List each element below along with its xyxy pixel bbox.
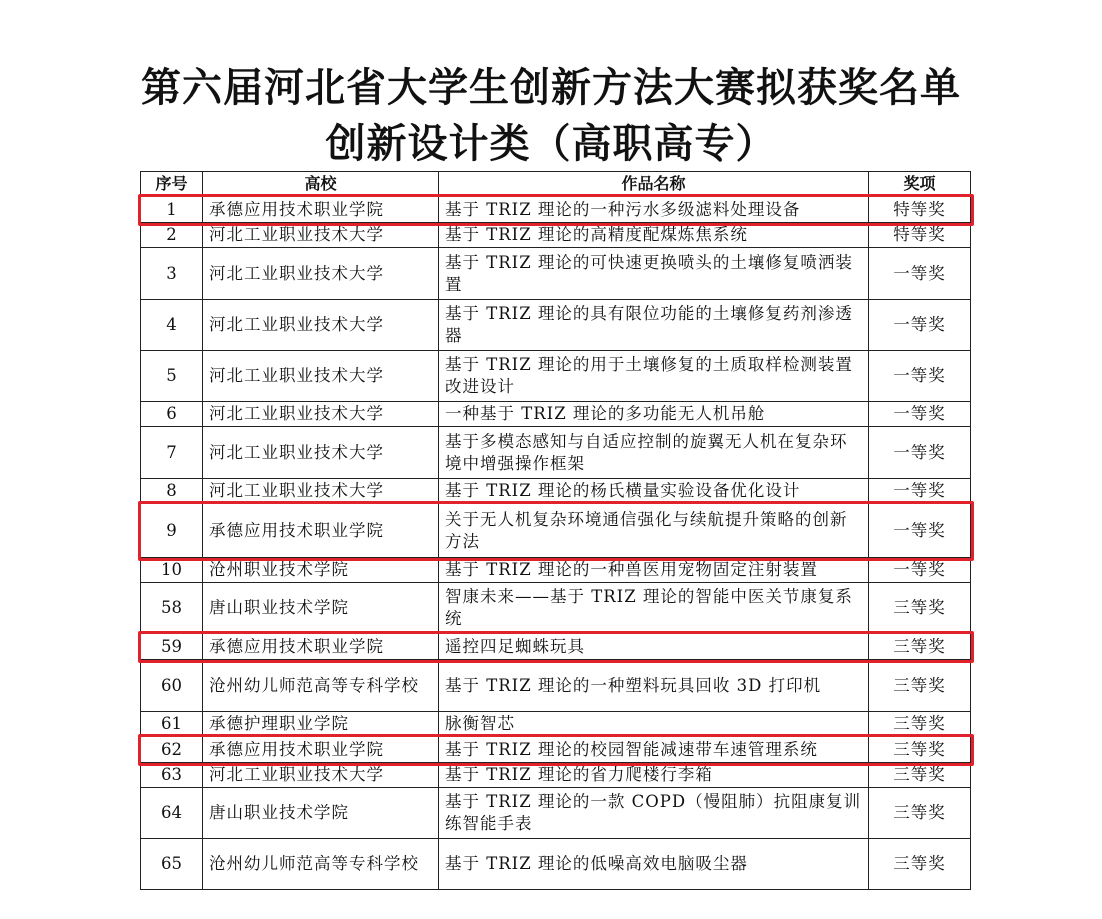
work-title: 基于 TRIZ 理论的校园智能减速带车速管理系统 — [439, 737, 869, 763]
table-row — [141, 763, 971, 788]
row-number: 62 — [141, 737, 203, 763]
award-level: 一等奖 — [869, 504, 971, 558]
table-row — [141, 660, 971, 712]
school-name: 沧州职业技术学院 — [203, 558, 439, 583]
table-row — [141, 504, 971, 558]
row-number: 60 — [141, 660, 203, 712]
table-row — [141, 558, 971, 583]
column-header-no: 序号 — [141, 172, 203, 197]
row-number: 58 — [141, 583, 203, 634]
award-level: 一等奖 — [869, 248, 971, 300]
column-header-award: 奖项 — [869, 172, 971, 197]
work-title: 基于 TRIZ 理论的一种污水多级滤料处理设备 — [439, 197, 869, 223]
table-row — [141, 712, 971, 737]
work-title: 基于 TRIZ 理论的可快速更换喷头的土壤修复喷洒装置 — [439, 248, 869, 300]
table-row — [141, 788, 971, 839]
award-list-table — [140, 171, 971, 890]
table-row — [141, 402, 971, 427]
award-level: 特等奖 — [869, 223, 971, 248]
school-name: 承德应用技术职业学院 — [203, 504, 439, 558]
document-title: 第六届河北省大学生创新方法大赛拟获奖名单 — [141, 64, 961, 111]
work-title: 基于 TRIZ 理论的低噪高效电脑吸尘器 — [439, 839, 869, 890]
work-title: 基于 TRIZ 理论的高精度配煤炼焦系统 — [439, 223, 869, 248]
school-name: 承德应用技术职业学院 — [203, 737, 439, 763]
table-row — [141, 479, 971, 504]
row-number: 65 — [141, 839, 203, 890]
award-level: 特等奖 — [869, 197, 971, 223]
award-level: 三等奖 — [869, 763, 971, 788]
school-name: 河北工业职业技术大学 — [203, 223, 439, 248]
award-level: 三等奖 — [869, 583, 971, 634]
award-level: 三等奖 — [869, 839, 971, 890]
work-title: 基于 TRIZ 理论的杨氏横量实验设备优化设计 — [439, 479, 869, 504]
table-row — [141, 839, 971, 890]
work-title: 基于 TRIZ 理论的具有限位功能的土壤修复药剂渗透器 — [439, 300, 869, 351]
award-level: 一等奖 — [869, 351, 971, 402]
award-level: 三等奖 — [869, 788, 971, 839]
row-number: 6 — [141, 402, 203, 427]
row-number: 64 — [141, 788, 203, 839]
table-header-row — [141, 172, 971, 197]
school-name: 唐山职业技术学院 — [203, 788, 439, 839]
row-number: 2 — [141, 223, 203, 248]
school-name: 沧州幼儿师范高等专科学校 — [203, 839, 439, 890]
school-name: 承德应用技术职业学院 — [203, 197, 439, 223]
column-header-school: 高校 — [203, 172, 439, 197]
row-number: 9 — [141, 504, 203, 558]
school-name: 河北工业职业技术大学 — [203, 427, 439, 479]
award-level: 一等奖 — [869, 558, 971, 583]
table-row — [141, 427, 971, 479]
column-header-work: 作品名称 — [439, 172, 869, 197]
work-title: 基于 TRIZ 理论的一款 COPD（慢阻肺）抗阻康复训练智能手表 — [439, 788, 869, 839]
row-number: 59 — [141, 634, 203, 660]
school-name: 河北工业职业技术大学 — [203, 300, 439, 351]
work-title: 一种基于 TRIZ 理论的多功能无人机吊舱 — [439, 402, 869, 427]
table-row — [141, 634, 971, 660]
school-name: 河北工业职业技术大学 — [203, 351, 439, 402]
award-level: 三等奖 — [869, 634, 971, 660]
table-row — [141, 351, 971, 402]
table-row — [141, 737, 971, 763]
work-title: 智康未来——基于 TRIZ 理论的智能中医关节康复系统 — [439, 583, 869, 634]
row-number: 1 — [141, 197, 203, 223]
row-number: 63 — [141, 763, 203, 788]
school-name: 河北工业职业技术大学 — [203, 402, 439, 427]
work-title: 基于 TRIZ 理论的一种塑料玩具回收 3D 打印机 — [439, 660, 869, 712]
row-number: 5 — [141, 351, 203, 402]
award-level: 一等奖 — [869, 300, 971, 351]
table-row — [141, 583, 971, 634]
school-name: 河北工业职业技术大学 — [203, 763, 439, 788]
row-number: 3 — [141, 248, 203, 300]
table-row — [141, 300, 971, 351]
work-title: 关于无人机复杂环境通信强化与续航提升策略的创新方法 — [439, 504, 869, 558]
award-level: 一等奖 — [869, 479, 971, 504]
school-name: 沧州幼儿师范高等专科学校 — [203, 660, 439, 712]
table-row — [141, 223, 971, 248]
work-title: 基于多模态感知与自适应控制的旋翼无人机在复杂环境中增强操作框架 — [439, 427, 869, 479]
work-title: 基于 TRIZ 理论的用于土壤修复的土质取样检测装置改进设计 — [439, 351, 869, 402]
school-name: 唐山职业技术学院 — [203, 583, 439, 634]
document-subtitle: 创新设计类（高职高专） — [325, 120, 777, 167]
row-number: 10 — [141, 558, 203, 583]
row-number: 7 — [141, 427, 203, 479]
award-level: 一等奖 — [869, 427, 971, 479]
school-name: 河北工业职业技术大学 — [203, 248, 439, 300]
table-row — [141, 197, 971, 223]
table-row — [141, 248, 971, 300]
award-level: 三等奖 — [869, 660, 971, 712]
work-title: 脉衡智芯 — [439, 712, 869, 737]
award-level: 一等奖 — [869, 402, 971, 427]
row-number: 8 — [141, 479, 203, 504]
work-title: 遥控四足蜘蛛玩具 — [439, 634, 869, 660]
work-title: 基于 TRIZ 理论的省力爬楼行李箱 — [439, 763, 869, 788]
row-number: 61 — [141, 712, 203, 737]
school-name: 承德应用技术职业学院 — [203, 634, 439, 660]
award-level: 三等奖 — [869, 712, 971, 737]
school-name: 承德护理职业学院 — [203, 712, 439, 737]
work-title: 基于 TRIZ 理论的一种兽医用宠物固定注射装置 — [439, 558, 869, 583]
school-name: 河北工业职业技术大学 — [203, 479, 439, 504]
award-level: 三等奖 — [869, 737, 971, 763]
row-number: 4 — [141, 300, 203, 351]
